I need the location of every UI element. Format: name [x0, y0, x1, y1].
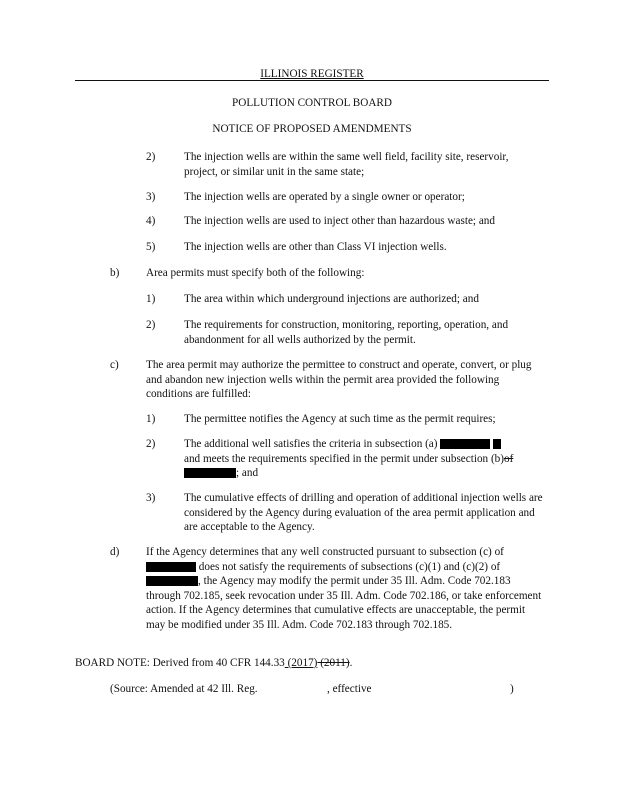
section-text: The area permit may authorize the permittee to construct and operate, convert, or plug and abandon new injection wells within the permit area provided the following conditions are fulfilled: — [146, 359, 532, 400]
redaction-mark — [184, 468, 236, 478]
section-text: Area permits must specify both of the following: — [146, 267, 365, 279]
item-number: 3) — [146, 191, 156, 203]
item-number: 2) — [146, 151, 156, 163]
item-text: The injection wells are within the same well field, facility site, reservoir, project, or similar unit in the same state; — [184, 151, 509, 178]
source-effective: , effective — [327, 683, 372, 695]
board-title: POLLUTION CONTROL BOARD — [232, 97, 392, 109]
redaction-mark — [146, 562, 196, 572]
notice-title: NOTICE OF PROPOSED AMENDMENTS — [212, 123, 412, 135]
item-number: 2) — [146, 319, 156, 331]
item-text: The additional well satisfies the criteria in subsection (a) and meets the requirements specified in the permit under subsection (b)of ; and — [184, 438, 514, 479]
source-note: (Source: Amended at 42 Ill. Reg. — [110, 683, 258, 695]
section-text: If the Agency determines that any well constructed pursuant to subsection (c) of does not satisfy the requirements of subsections (c)(1) and (c)(2) of , the Agency may modify the permit under 35 Ill. Adm. Code 702.183 through 702.185, seek revocation under 35 Ill. Adm. Code 702.186, or take enforcement action. If the Agency determines that cumulative effects are unacceptable, the permit may be modified under 35 Ill. Adm. Code 702.183 through 702.185. — [146, 546, 542, 631]
item-number: 4) — [146, 215, 156, 227]
section-letter: d) — [110, 546, 120, 558]
item-text: The injection wells are other than Class VI injection wells. — [184, 241, 447, 253]
section-letter: b) — [110, 267, 120, 279]
register-title: ILLINOIS REGISTER — [260, 68, 364, 80]
item-text: The requirements for construction, monitoring, reporting, operation, and abandonment for all wells authorized by the permit. — [184, 319, 509, 346]
item-number: 2) — [146, 438, 156, 450]
item-number: 3) — [146, 492, 156, 504]
redaction-mark — [440, 439, 490, 449]
redaction-mark — [493, 439, 501, 449]
item-text: The injection wells are used to inject other than hazardous waste; and — [184, 215, 495, 227]
item-text: The cumulative effects of drilling and operation of additional injection wells are considered by the Agency during evaluation of the area permit application and are acceptable to the Agency. — [184, 492, 543, 533]
redaction-mark — [146, 576, 198, 586]
board-note: BOARD NOTE: Derived from 40 CFR 144.33 (2017) (2011). — [75, 657, 353, 669]
section-letter: c) — [110, 359, 119, 371]
item-number: 1) — [146, 293, 156, 305]
item-text: The permittee notifies the Agency at such time as the permit requires; — [184, 413, 496, 425]
source-close: ) — [510, 683, 514, 695]
item-text: The area within which underground injections are authorized; and — [184, 293, 479, 305]
item-text: The injection wells are operated by a single owner or operator; — [184, 191, 465, 203]
item-number: 1) — [146, 413, 156, 425]
item-number: 5) — [146, 241, 156, 253]
